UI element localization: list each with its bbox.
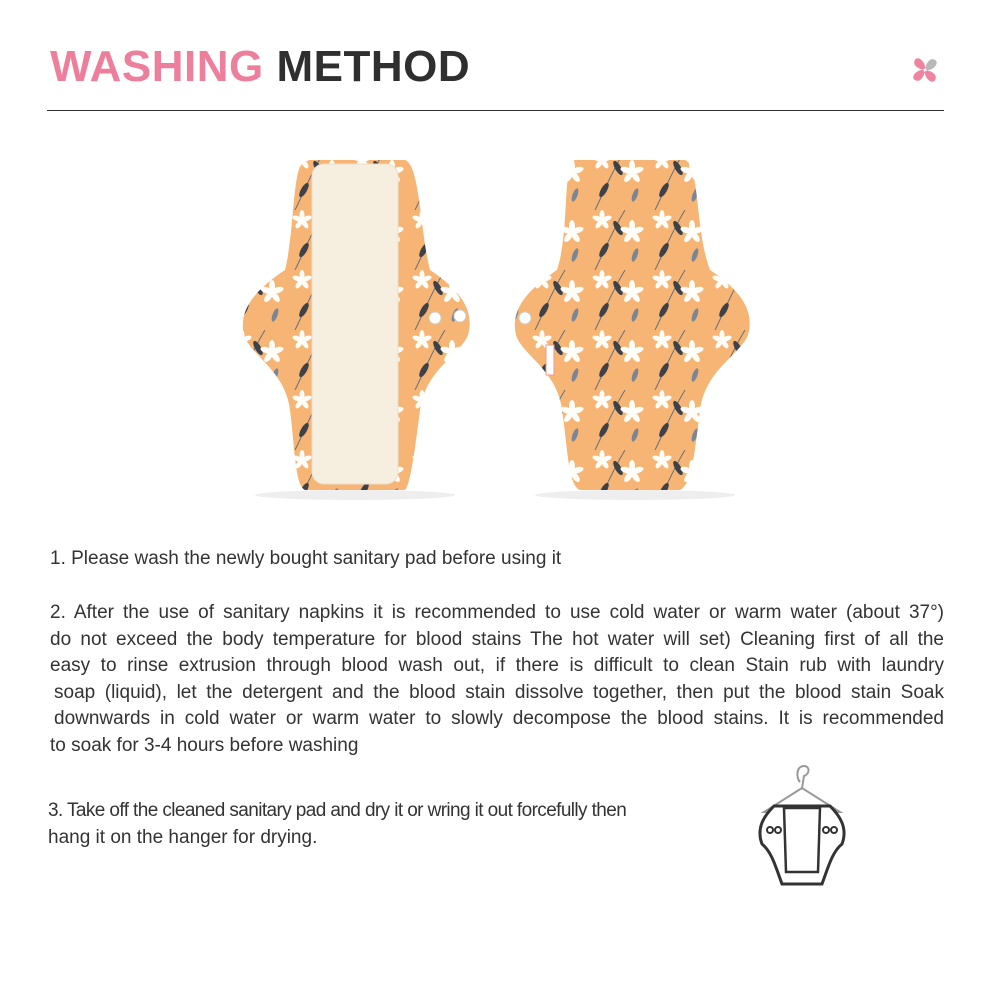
step-2-line: to soak for 3-4 hours before washing	[50, 734, 359, 756]
step-2-line: easy to rinse extrusion through blood wash out, if there is difficult to clean Stain rub with laundry	[50, 655, 944, 676]
step-2-text	[50, 600, 944, 759]
page-title	[50, 42, 470, 92]
pad-outer-side	[515, 160, 750, 490]
product-images	[230, 150, 770, 510]
clover-hearts-icon	[905, 50, 945, 90]
step-3-line: 3. Take off the cleaned sanitary pad and dry it or wring it out forcefully then	[48, 800, 627, 821]
step-3-line: hang it on the hanger for drying.	[48, 827, 318, 848]
hanger-pad-icon	[752, 760, 852, 892]
step-2-line: downwards in cold water or warm water to slowly decompose the blood stains. It is recommended	[54, 708, 944, 729]
step-2-line: do not exceed the body temperature for blood stains The hot water will set) Cleaning first of all the	[50, 628, 944, 650]
header-divider	[47, 110, 944, 111]
title-highlight: WASHING	[50, 42, 264, 91]
pad-inner-side	[243, 160, 470, 490]
step-2-line: soap (liquid), let the detergent and the blood stain dissolve together, then put the blood stain Soak	[54, 681, 944, 703]
step-3-text	[48, 797, 626, 851]
title-rest: METHOD	[276, 42, 471, 91]
step-1-text: 1. Please wash the newly bought sanitary pad before using it	[50, 548, 562, 569]
step-2-line: 2. After the use of sanitary napkins it is recommended to use cold water or warm water (about 37°)	[50, 602, 944, 623]
